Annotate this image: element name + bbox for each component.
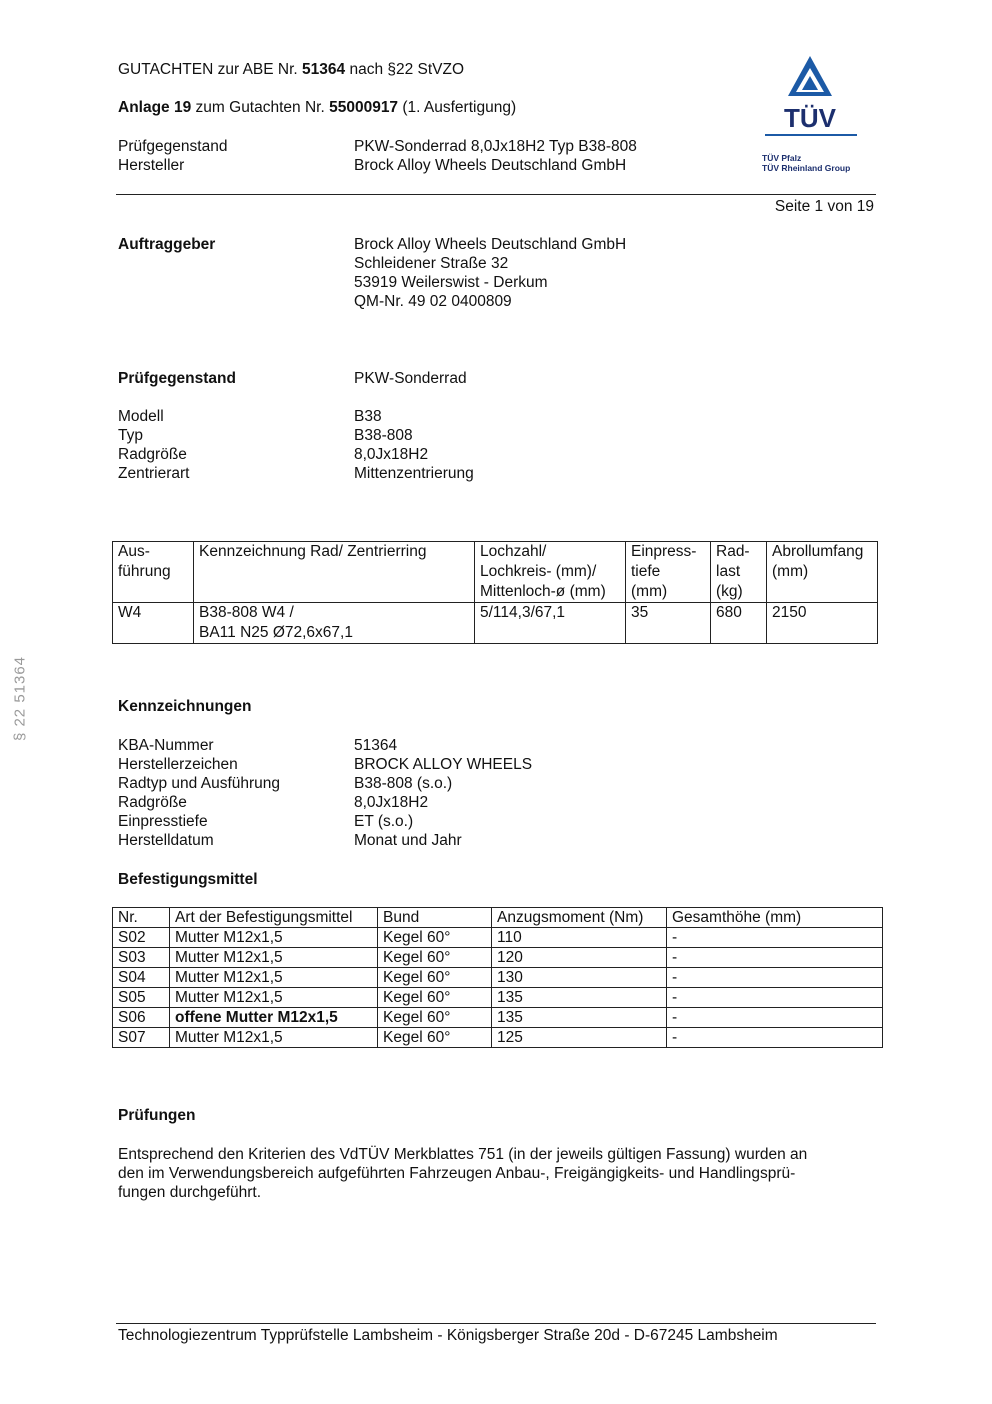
- page-number: Seite 1 von 19: [774, 198, 874, 215]
- table-cell: 135: [492, 988, 667, 1008]
- auftraggeber-address: [354, 235, 626, 311]
- table-cell: Mutter M12x1,5: [170, 948, 378, 968]
- table-cell: Kegel 60°: [378, 928, 492, 948]
- header-pruefgegenstand-label: Prüfgegenstand: [118, 138, 228, 155]
- footer-divider: [116, 1323, 876, 1324]
- detail-value: Mittenzentrierung: [354, 465, 474, 482]
- kz-label: KBA-Nummer: [118, 737, 214, 754]
- auftraggeber-label: Auftraggeber: [118, 236, 216, 253]
- table-header-cell: Anzugsmoment (Nm): [492, 908, 667, 928]
- table-cell: Mutter M12x1,5: [170, 968, 378, 988]
- kz-label: Einpresstiefe: [118, 813, 208, 830]
- kz-label: Radtyp und Ausführung: [118, 775, 281, 792]
- table-cell: B38-808 W4 / BA11 N25 Ø72,6x67,1: [194, 603, 475, 644]
- table-row: [113, 1028, 883, 1048]
- table-cell: 110: [492, 928, 667, 948]
- kz-label: Herstellerzeichen: [118, 756, 238, 773]
- kennzeichnungen-values: [354, 736, 532, 850]
- table-cell: Kegel 60°: [378, 988, 492, 1008]
- befestigung-title: Befestigungsmittel: [118, 871, 258, 888]
- pruefungen-text: [118, 1145, 807, 1202]
- table-cell: Kegel 60°: [378, 968, 492, 988]
- table-row: [113, 948, 883, 968]
- paragraph-line: Entsprechend den Kriterien des VdTÜV Merkblattes 751 (in der jeweils gültigen Fassung) wurden an: [118, 1146, 808, 1163]
- address-line: Schleidener Straße 32: [354, 255, 509, 272]
- table-cell: -: [667, 1008, 883, 1028]
- table-cell: S06: [113, 1008, 170, 1028]
- table-cell: W4: [113, 603, 194, 644]
- anlage-line: Anlage 19 zum Gutachten Nr. 55000917 (1. Ausfertigung): [118, 99, 517, 116]
- tuev-logo: [762, 54, 862, 174]
- table-row: [113, 1008, 883, 1028]
- kz-value: Monat und Jahr: [354, 832, 462, 849]
- detail-value: 8,0Jx18H2: [354, 446, 429, 463]
- abe-number: 51364: [302, 61, 346, 78]
- table-header-cell: Lochzahl/ Lochkreis- (mm)/ Mittenloch-ø (mm): [475, 542, 626, 603]
- detail-value: B38: [354, 408, 382, 425]
- logo-line1: TÜV Pfalz: [762, 153, 802, 163]
- table-row: [113, 928, 883, 948]
- pruefgegenstand-labels: [118, 407, 190, 483]
- table-cell: -: [667, 988, 883, 1008]
- table-cell: 2150: [767, 603, 878, 644]
- table-header-cell: Nr.: [113, 908, 170, 928]
- kz-value: B38-808 (s.o.): [354, 775, 453, 792]
- pruefungen-title: Prüfungen: [118, 1107, 196, 1124]
- table-cell: Mutter M12x1,5: [170, 988, 378, 1008]
- kz-label: Herstelldatum: [118, 832, 214, 849]
- table-cell: S05: [113, 988, 170, 1008]
- header-hersteller-label: Hersteller: [118, 157, 185, 174]
- table-header-cell: Rad- last (kg): [711, 542, 767, 603]
- header-hersteller-value: Brock Alloy Wheels Deutschland GmbH: [354, 157, 627, 174]
- header-pruefgegenstand-value: PKW-Sonderrad 8,0Jx18H2 Typ B38-808: [354, 138, 637, 155]
- header-divider: [116, 194, 876, 195]
- table-cell: Mutter M12x1,5: [170, 1028, 378, 1048]
- kennzeichnungen-title: Kennzeichnungen: [118, 698, 252, 715]
- kz-value: 8,0Jx18H2: [354, 794, 429, 811]
- table-row: [113, 603, 878, 644]
- table-header-row: [113, 908, 883, 928]
- table-header-cell: Bund: [378, 908, 492, 928]
- table-header-row: [113, 542, 878, 603]
- tuev-triangle-icon: [762, 54, 862, 144]
- table-header-cell: Einpress- tiefe (mm): [626, 542, 711, 603]
- table-cell: S02: [113, 928, 170, 948]
- kz-value: 51364: [354, 737, 398, 754]
- table-cell: 130: [492, 968, 667, 988]
- detail-label: Modell: [118, 408, 164, 425]
- pruefgegenstand-values: [354, 407, 474, 483]
- table-cell: 120: [492, 948, 667, 968]
- table-cell: -: [667, 948, 883, 968]
- paragraph-line: fungen durchgeführt.: [118, 1184, 262, 1201]
- kz-value: ET (s.o.): [354, 813, 414, 830]
- table-cell: Mutter M12x1,5: [170, 928, 378, 948]
- paragraph-line: den im Verwendungsbereich aufgeführten Fahrzeugen Anbau-, Freigängigkeits- und Handlingsprü-: [118, 1165, 796, 1182]
- table-cell: 5/114,3/67,1: [475, 603, 626, 644]
- table-header-cell: Abrollumfang (mm): [767, 542, 878, 603]
- gutachten-number: 55000917: [329, 99, 399, 116]
- table-cell: offene Mutter M12x1,5: [170, 1008, 378, 1028]
- table-cell: 680: [711, 603, 767, 644]
- table-header-cell: Art der Befestigungsmittel: [170, 908, 378, 928]
- detail-label: Radgröße: [118, 446, 187, 463]
- table-header-cell: Gesamthöhe (mm): [667, 908, 883, 928]
- table-cell: 135: [492, 1008, 667, 1028]
- pruefgegenstand-value: PKW-Sonderrad: [354, 370, 467, 387]
- table-cell: S04: [113, 968, 170, 988]
- kz-value: BROCK ALLOY WHEELS: [354, 756, 533, 773]
- table-row: [113, 968, 883, 988]
- table-cell: -: [667, 968, 883, 988]
- table-cell: Kegel 60°: [378, 1008, 492, 1028]
- table-header-cell: Aus- führung: [113, 542, 194, 603]
- detail-label: Zentrierart: [118, 465, 190, 482]
- address-line: Brock Alloy Wheels Deutschland GmbH: [354, 236, 627, 253]
- table-row: [113, 988, 883, 1008]
- detail-label: Typ: [118, 427, 143, 444]
- side-note: § 22 51364: [11, 655, 29, 742]
- address-line: 53919 Weilerswist - Derkum: [354, 274, 548, 291]
- table-cell: Kegel 60°: [378, 948, 492, 968]
- table-cell: -: [667, 928, 883, 948]
- address-line: QM-Nr. 49 02 0400809: [354, 293, 512, 310]
- table-cell: 125: [492, 1028, 667, 1048]
- table-cell: Kegel 60°: [378, 1028, 492, 1048]
- detail-value: B38-808: [354, 427, 413, 444]
- pruefgegenstand-label: Prüfgegenstand: [118, 370, 236, 387]
- table-cell: S07: [113, 1028, 170, 1048]
- befestigung-table: [112, 907, 883, 1048]
- table-cell: 35: [626, 603, 711, 644]
- gutachten-line: GUTACHTEN zur ABE Nr. 51364 nach §22 StVZO: [118, 61, 465, 78]
- table-cell: -: [667, 1028, 883, 1048]
- table-header-cell: Kennzeichnung Rad/ Zentrierring: [194, 542, 475, 603]
- footer-address: Technologiezentrum Typprüfstelle Lambsheim - Königsberger Straße 20d - D-67245 Lambsheim: [118, 1327, 778, 1344]
- wheel-table: [112, 541, 878, 644]
- logo-line2: TÜV Rheinland Group: [762, 163, 851, 173]
- kz-label: Radgröße: [118, 794, 187, 811]
- kennzeichnungen-labels: [118, 736, 280, 850]
- table-cell: S03: [113, 948, 170, 968]
- tuev-wordmark: TÜV: [784, 103, 836, 133]
